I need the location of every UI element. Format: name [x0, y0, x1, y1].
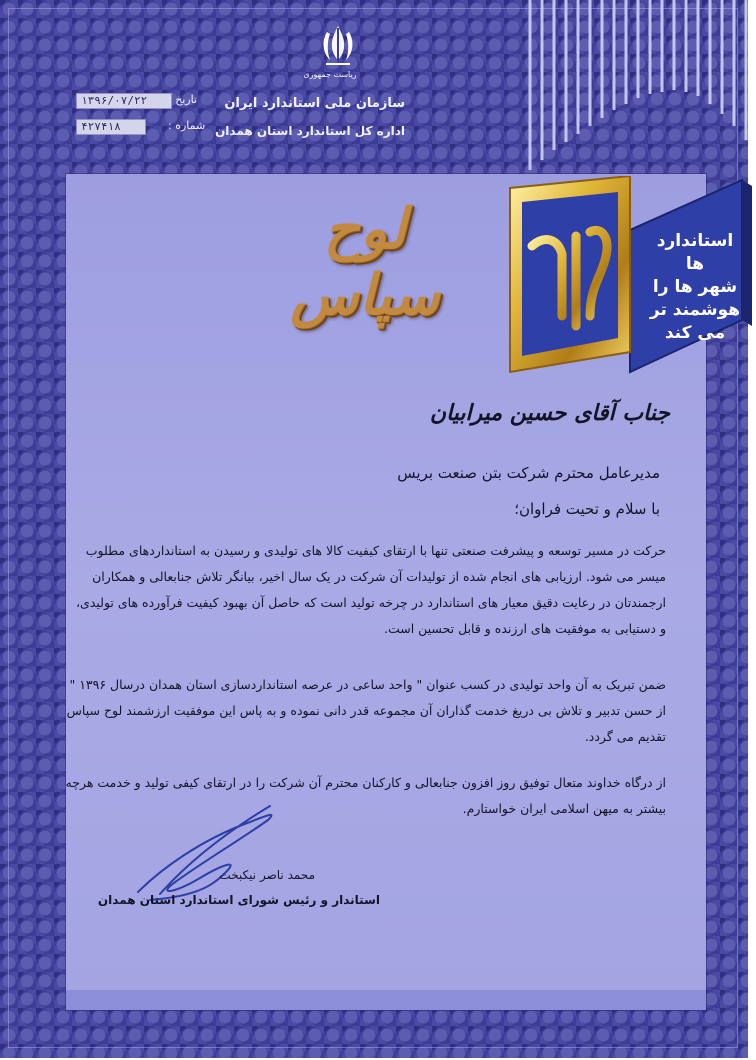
recipient-position: مدیرعامل محترم شرکت بتن صنعت بریس: [397, 464, 660, 482]
slogan-line: استاندارد ها: [656, 231, 734, 274]
date-value: ۱۳۹۶/۰۷/۲۲: [76, 93, 172, 109]
slogan-line: هوشمند تر: [649, 300, 741, 320]
letter-number-label: شماره :: [168, 119, 206, 132]
letter-number-value: ۴۲۷۴۱۸: [76, 119, 146, 135]
greeting: با سلام و تحیت فراوان؛: [514, 500, 660, 518]
slogan-line: می کند: [664, 323, 726, 343]
paragraph-line: حرکت در مسیر توسعه و پیشرفت صنعتی تنها با ارتقای کیفیت کالا های تولیدی و رسیدن به استانداردهای مطلوب: [85, 543, 666, 558]
panel-bottom-band: [66, 990, 706, 1010]
standard-mark-icon: [506, 176, 634, 376]
paragraph-congratulation: [66, 672, 666, 750]
slogan-line: شهر ها را: [652, 277, 738, 297]
paragraph-line: ضمن تبریک به آن واحد تولیدی در کسب عنوان " واحد ساعی در عرصه استانداردسازی استان همدان درسال ۱۳۹۶ ": [69, 677, 666, 692]
signer-title: استاندار و رئیس شورای استاندارد استان همدان: [97, 893, 380, 907]
logo-slogan: [646, 230, 744, 345]
header-organization: سازمان ملی استاندارد ایران: [224, 96, 405, 111]
header-provincial-office: اداره کل استاندارد استان همدان: [215, 124, 405, 138]
date-label: تاریخ :: [168, 93, 198, 106]
paragraph-line: و دستیابی به موفقیت های ارزنده و قابل تحسین است.: [383, 621, 666, 636]
paragraph-line: از درگاه خداوند متعال توفیق روز افزون جنابعالی و کارکنان محترم آن شرکت را در ارتقای کیفی تولید و خدمت هرچه: [65, 775, 666, 790]
iran-emblem-icon: [318, 22, 358, 68]
recipient-name: جناب آقای حسین میرابیان: [429, 400, 670, 426]
certificate-title: لوح سپاس: [290, 196, 440, 328]
paragraph-achievement: [76, 538, 666, 642]
paragraph-line: از حسن تدبیر و تلاش بی دریغ خدمت گذاران آن مجموعه قدر دانی نموده و به پاس این موفقیت ارزشمند لوح سپاس: [66, 703, 666, 718]
header-presidency: ریاست جمهوری: [303, 70, 357, 79]
paragraph-line: ارجمندتان در رعایت دقیق معیار های استاندارد در چرخه تولید است که حاصل آن بهبود کیفیت فرآورده های تولیدی،: [76, 595, 666, 610]
paragraph-line: بیشتر به میهن اسلامی ایران خواستارم.: [462, 801, 666, 816]
paragraph-line: تقدیم می گردد.: [584, 729, 666, 744]
standard-logo: [480, 0, 756, 420]
signer-name: محمد ناصر نیکبخت: [219, 868, 315, 882]
paragraph-line: میسر می شود. ارزیابی های انجام شده از تولیدات آن شرکت در یک سال اخیر، بیانگر تلاش جنابعالی و همکاران: [92, 569, 666, 584]
